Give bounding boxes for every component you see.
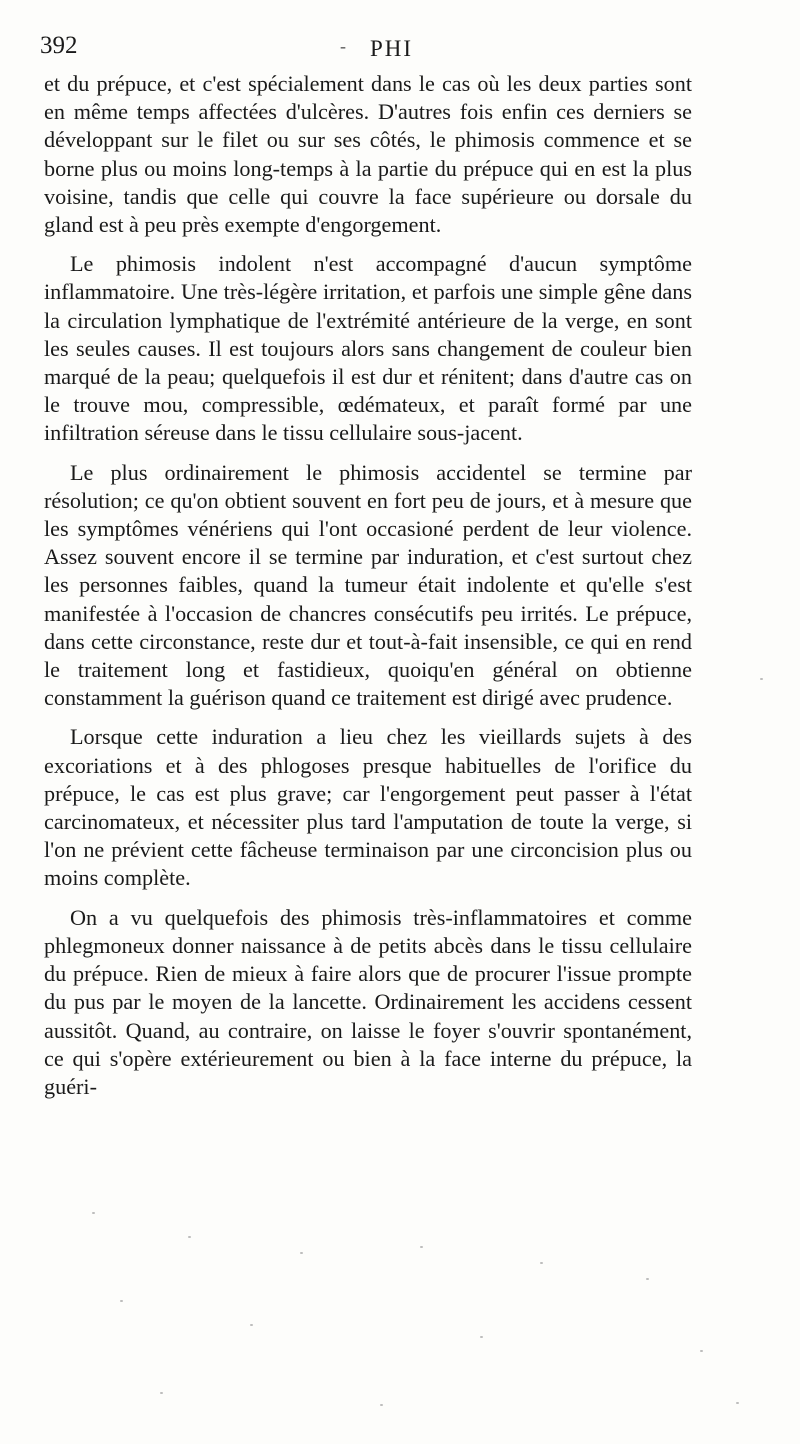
print-speck bbox=[250, 1324, 253, 1326]
print-speck bbox=[540, 1262, 543, 1264]
print-speck bbox=[480, 1336, 483, 1338]
print-speck bbox=[700, 1350, 703, 1352]
paragraph-phimosis-indolent: Le phimosis indolent n'est accompagné d'aucun symptôme inflammatoire. Une très-légère irritation, et parfois une simple gêne dans la circulation lymphatique de l'extrémité antérieure de la verge, en sont les seules causes. Il est toujours alors sans changement de couleur bien marqué de la peau; quelquefois il est dur et rénitent; dans d'autre cas on le trouve mou, compressible, œdémateux, et paraît formé par une infiltration séreuse dans le tissu cellulaire sous-jacent. bbox=[44, 251, 692, 446]
paragraph-resolution-induration: Le plus ordinairement le phimosis accidentel se termine par résolution; ce qu'on obtient souvent en fort peu de jours, et à mesure que les symptômes vénériens qui l'ont occasioné perdent de leur violence. Assez souvent encore il se termine par induration, et c'est surtout chez les personnes faibles, quand la tumeur était indolente et qu'elle s'est manifestée à l'occasion de chancres consécutifs peu irrités. Le prépuce, dans cette circonstance, reste dur et tout-à-fait insensible, ce qui en rend le traitement long et fastidieux, quoiqu'en général on obtienne constamment la guérison quand ce traitement est dirigé avec prudence. bbox=[44, 459, 692, 711]
running-head bbox=[40, 32, 700, 68]
print-speck bbox=[646, 1278, 649, 1280]
print-speck bbox=[120, 1300, 123, 1302]
header-mark: - bbox=[340, 36, 346, 56]
paragraph-continuation: et du prépuce, et c'est spécialement dans le cas où les deux parties sont en même temps affectées d'ulcères. D'autres fois enfin ces derniers se développant sur le filet ou sur ses côtés, le phimosis commence et se borne plus ou moins long-temps à la partie du prépuce qui en est la plus voisine, tandis que celle qui couvre la face supérieure ou dorsale du gland est à peu près exempte d'engorgement. bbox=[44, 71, 692, 238]
print-speck bbox=[736, 1402, 739, 1404]
print-speck bbox=[92, 1212, 95, 1214]
print-speck bbox=[760, 678, 763, 680]
page-number: 392 bbox=[40, 32, 78, 59]
print-speck bbox=[300, 1252, 303, 1254]
print-speck bbox=[160, 1392, 163, 1394]
body-text bbox=[44, 70, 692, 1112]
print-speck bbox=[420, 1246, 423, 1248]
running-title: PHI bbox=[370, 36, 414, 61]
print-speck bbox=[380, 1404, 383, 1406]
paragraph-vieillards: Lorsque cette induration a lieu chez les vieillards sujets à des excoriations et à des phlogoses presque habituelles de l'orifice du prépuce, le cas est plus grave; car l'engorgement peut passer à l'état carcinomateux, et nécessiter plus tard l'amputation de toute la verge, si l'on ne prévient cette fâcheuse terminaison par une circoncision plus ou moins complète. bbox=[44, 724, 692, 891]
print-speck bbox=[188, 1236, 191, 1238]
paragraph-abces: On a vu quelquefois des phimosis très-inflammatoires et comme phlegmoneux donner naissance à de petits abcès dans le tissu cellulaire du prépuce. Rien de mieux à faire alors que de procurer l'issue prompte du pus par le moyen de la lancette. Ordinairement les accidens cessent aussitôt. Quand, au contraire, on laisse le foyer s'ouvrir spontanément, ce qui s'opère extérieurement ou bien à la face interne du prépuce, la guéri- bbox=[44, 904, 692, 1099]
